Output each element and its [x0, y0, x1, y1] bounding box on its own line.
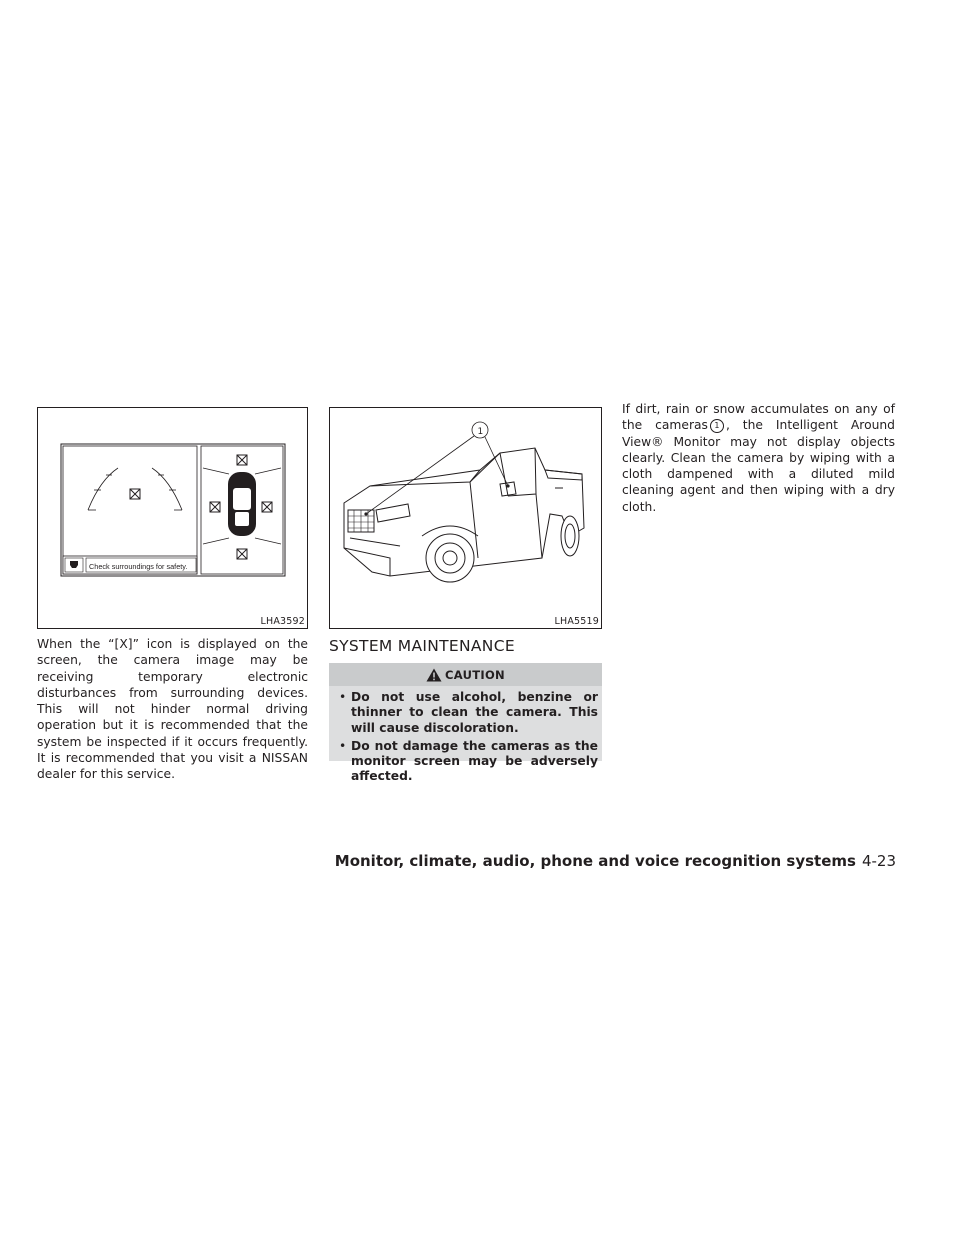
caution-item-text: Do not damage the cameras as the monitor screen may be adversely affected.: [351, 738, 598, 784]
screen-message: Check surroundings for safety.: [89, 562, 188, 571]
warning-triangle-icon: [426, 668, 442, 682]
paragraph-text-start: If dirt, rain or snow accumulates on any of the cameras: [622, 402, 895, 433]
callout-1: [366, 422, 508, 514]
paragraph-text-end: , the Intelligent Around View® Monitor may not display objects clearly. Clean the camera by wiping with a cloth dampened with a diluted mild cleaning agent and then wiping with a dry cloth.: [622, 418, 895, 514]
caution-box: [329, 663, 602, 784]
x-icon-explanation: When the “[X]” icon is displayed on the screen, the camera image may be receiving temporary electronic disturbances from surrounding devices. This will not hinder normal driving operation but it is recommended that the system be inspected if it occurs frequently. It is recommended that you visit a NISSAN dealer for this service.: [37, 637, 308, 782]
caution-item-text: Do not use alcohol, benzine or thinner to clean the camera. This will cause discoloration.: [351, 690, 598, 735]
page-number: 4-23: [861, 852, 896, 870]
caution-label: CAUTION: [445, 667, 505, 682]
bullet-icon: •: [339, 690, 347, 704]
caution-item: [339, 739, 598, 785]
camera-cleaning-paragraph: [622, 401, 895, 515]
camera-reference-number: 1: [710, 419, 724, 433]
figure-code: LHA5519: [554, 616, 599, 627]
figure-monitor-screen: [37, 407, 308, 629]
bullet-icon: •: [339, 738, 347, 753]
monitor-screen-illustration: [38, 408, 307, 628]
caution-item: [339, 690, 598, 736]
section-title: SYSTEM MAINTENANCE: [329, 637, 515, 655]
caution-list: [339, 690, 598, 788]
figure-camera-locations: [329, 407, 602, 629]
callout-number: 1: [477, 427, 484, 437]
chapter-title: Monitor, climate, audio, phone and voice recognition systems: [334, 852, 856, 870]
truck-illustration: [330, 408, 601, 628]
page-footer: [335, 852, 896, 870]
vehicle-top-icon: [228, 472, 256, 536]
caution-header: [329, 663, 602, 686]
figure-code: LHA3592: [260, 616, 305, 627]
